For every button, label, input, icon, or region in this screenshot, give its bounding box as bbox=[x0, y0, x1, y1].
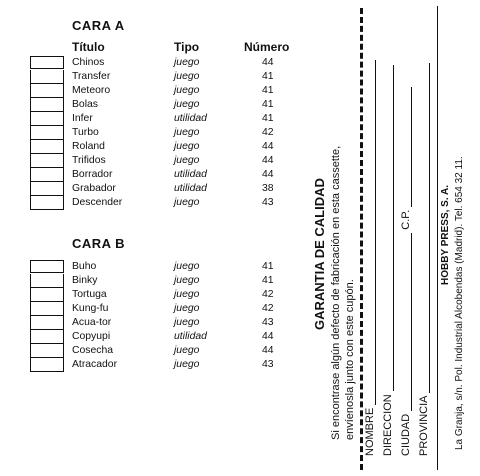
table-row bbox=[30, 260, 290, 274]
field-direccion-label: DIRECCION bbox=[382, 394, 394, 456]
tipo-cell: juego bbox=[174, 57, 200, 68]
numero-cell: 42 bbox=[262, 289, 274, 300]
tipo-cell: juego bbox=[174, 317, 200, 328]
table-row bbox=[30, 84, 290, 98]
checkbox[interactable] bbox=[30, 154, 64, 168]
numero-cell: 43 bbox=[262, 317, 274, 328]
numero-cell: 44 bbox=[262, 155, 274, 166]
table-row bbox=[30, 154, 290, 168]
cara-b-title: CARA B bbox=[72, 236, 126, 251]
guarantee-line-1: Si encontrase algún defecto de fabricación en esta cassette, bbox=[330, 145, 342, 440]
numero-cell: 44 bbox=[262, 345, 274, 356]
table-row bbox=[30, 274, 290, 288]
table-row bbox=[30, 316, 290, 330]
titulo-cell: Grabador bbox=[72, 183, 116, 194]
tipo-cell: juego bbox=[174, 155, 200, 166]
checkbox[interactable] bbox=[30, 98, 64, 112]
table-row bbox=[30, 112, 290, 126]
column-headers bbox=[72, 40, 312, 56]
titulo-cell: Bolas bbox=[72, 99, 98, 110]
company-address: La Granja, s/n. Pol. Industrial Alcobendas (Madrid). Tel. 654 32 11. bbox=[454, 156, 465, 450]
tipo-cell: juego bbox=[174, 275, 200, 286]
field-nombre-label: NOMBRE bbox=[364, 407, 376, 456]
numero-cell: 41 bbox=[262, 85, 274, 96]
table-row bbox=[30, 288, 290, 302]
numero-cell: 41 bbox=[262, 99, 274, 110]
numero-cell: 41 bbox=[262, 261, 274, 272]
field-ciudad bbox=[400, 87, 412, 456]
numero-cell: 43 bbox=[262, 359, 274, 370]
numero-cell: 41 bbox=[262, 113, 274, 124]
table-row bbox=[30, 358, 290, 372]
table-row bbox=[30, 182, 290, 196]
tipo-cell: juego bbox=[174, 99, 200, 110]
tipo-cell: juego bbox=[174, 85, 200, 96]
tipo-cell: juego bbox=[174, 303, 200, 314]
titulo-cell: Chinos bbox=[72, 57, 105, 68]
titulo-cell: Descender bbox=[72, 197, 123, 208]
table-row bbox=[30, 168, 290, 182]
header-numero: Número bbox=[244, 40, 290, 54]
tipo-cell: juego bbox=[174, 345, 200, 356]
checkbox[interactable] bbox=[30, 112, 64, 126]
field-provincia bbox=[418, 63, 430, 456]
checkbox[interactable] bbox=[30, 126, 64, 140]
guarantee-line-2: envíenosla junto con este cupón. bbox=[344, 279, 356, 440]
tipo-cell: utilidad bbox=[174, 331, 207, 342]
titulo-cell: Roland bbox=[72, 141, 105, 152]
checkbox[interactable] bbox=[30, 70, 64, 84]
cara-a-title: CARA A bbox=[72, 18, 125, 33]
field-direccion-line[interactable] bbox=[383, 65, 394, 391]
tipo-cell: utilidad bbox=[174, 113, 207, 124]
numero-cell: 44 bbox=[262, 169, 274, 180]
numero-cell: 42 bbox=[262, 303, 274, 314]
table-row bbox=[30, 70, 290, 84]
cara-b-list bbox=[30, 260, 290, 372]
header-tipo: Tipo bbox=[174, 40, 200, 54]
table-row bbox=[30, 98, 290, 112]
table-row bbox=[30, 140, 290, 154]
checkbox[interactable] bbox=[30, 182, 64, 196]
checkbox[interactable] bbox=[30, 260, 64, 273]
checkbox[interactable] bbox=[30, 302, 64, 316]
titulo-cell: Binky bbox=[72, 275, 98, 286]
field-cp-label: C.P. bbox=[400, 209, 412, 230]
numero-cell: 42 bbox=[262, 127, 274, 138]
titulo-cell: Meteoro bbox=[72, 85, 111, 96]
company-name: HOBBY PRESS, S. A. bbox=[440, 184, 451, 285]
cara-a-list bbox=[30, 56, 290, 210]
tipo-cell: juego bbox=[174, 141, 200, 152]
numero-cell: 38 bbox=[262, 183, 274, 194]
table-row bbox=[30, 302, 290, 316]
titulo-cell: Transfer bbox=[72, 71, 111, 82]
checkbox[interactable] bbox=[30, 84, 64, 98]
table-row bbox=[30, 196, 290, 210]
table-row bbox=[30, 330, 290, 344]
field-provincia-label: PROVINCIA bbox=[418, 396, 430, 456]
table-row bbox=[30, 126, 290, 140]
checkbox[interactable] bbox=[30, 140, 64, 154]
checkbox[interactable] bbox=[30, 316, 64, 330]
tipo-cell: utilidad bbox=[174, 169, 207, 180]
titulo-cell: Tortuga bbox=[72, 289, 107, 300]
guarantee-coupon bbox=[312, 0, 480, 470]
checkbox[interactable] bbox=[30, 344, 64, 358]
table-row bbox=[30, 344, 290, 358]
field-direccion bbox=[382, 65, 394, 456]
tipo-cell: juego bbox=[174, 71, 200, 82]
titulo-cell: Borrador bbox=[72, 169, 113, 180]
tipo-cell: juego bbox=[174, 127, 200, 138]
numero-cell: 44 bbox=[262, 331, 274, 342]
field-cp-line[interactable] bbox=[401, 87, 412, 207]
titulo-cell: Atracador bbox=[72, 359, 118, 370]
field-ciudad-line[interactable] bbox=[401, 233, 412, 411]
guarantee-title: GARANTIA DE CALIDAD bbox=[312, 178, 327, 330]
tipo-cell: utilidad bbox=[174, 183, 207, 194]
numero-cell: 43 bbox=[262, 197, 274, 208]
checkbox[interactable] bbox=[30, 358, 64, 372]
titulo-cell: Turbo bbox=[72, 127, 99, 138]
checkbox[interactable] bbox=[30, 330, 64, 344]
titulo-cell: Copyupi bbox=[72, 331, 111, 342]
tipo-cell: juego bbox=[174, 197, 200, 208]
titulo-cell: Infer bbox=[72, 113, 93, 124]
numero-cell: 41 bbox=[262, 71, 274, 82]
field-nombre bbox=[364, 60, 376, 456]
numero-cell: 41 bbox=[262, 275, 274, 286]
table-row bbox=[30, 56, 290, 70]
checkbox[interactable] bbox=[30, 168, 64, 182]
tipo-cell: juego bbox=[174, 359, 200, 370]
titulo-cell: Trifidos bbox=[72, 155, 106, 166]
field-provincia-line[interactable] bbox=[419, 63, 430, 393]
titulo-cell: Kung-fu bbox=[72, 303, 109, 314]
titulo-cell: Cosecha bbox=[72, 345, 114, 356]
checkbox[interactable] bbox=[30, 288, 64, 302]
checkbox[interactable] bbox=[30, 274, 64, 288]
field-ciudad-label: CIUDAD bbox=[400, 413, 412, 456]
tipo-cell: juego bbox=[174, 289, 200, 300]
titulo-cell: Buho bbox=[72, 261, 97, 272]
numero-cell: 44 bbox=[262, 141, 274, 152]
header-titulo: Título bbox=[72, 40, 105, 54]
checkbox[interactable] bbox=[30, 196, 64, 210]
numero-cell: 44 bbox=[262, 57, 274, 68]
field-nombre-line[interactable] bbox=[365, 60, 376, 405]
checkbox[interactable] bbox=[30, 56, 64, 69]
titulo-cell: Acua-tor bbox=[72, 317, 112, 328]
tipo-cell: juego bbox=[174, 261, 200, 272]
